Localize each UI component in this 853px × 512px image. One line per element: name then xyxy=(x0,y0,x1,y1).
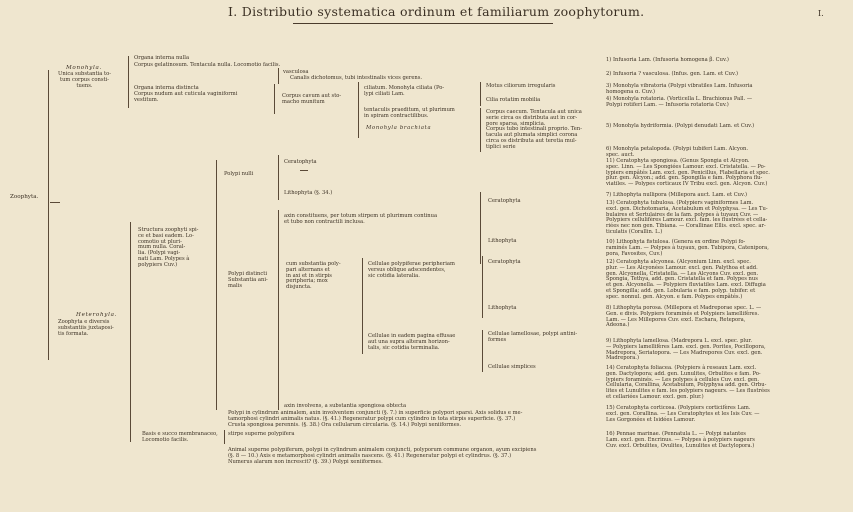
stirpe-superne: stirpe superne polypifera xyxy=(228,431,295,437)
cellulae-b-brace xyxy=(482,330,483,372)
cellulae-a: Cellulae polypiferae peripheriam versus oblique adscendentes, sic cotidia lateralia. xyxy=(368,261,455,279)
cellulae-simplices: Cellulae simplices xyxy=(488,364,536,370)
heterohyla-brace xyxy=(130,222,131,442)
connector-line xyxy=(50,202,60,203)
motus-label: Motus ciliorum irregularis xyxy=(486,83,556,89)
structura-label: Structura zoophyti spi- ce et basi eadem. Lo- comotio ut pluri- mum nulla. Coral- lia. (Polypi vagi- nati Lam. Polypes à polypiers Cuv.) xyxy=(138,227,199,268)
page-number: I. xyxy=(818,9,824,18)
page-title: I. Distributio systematica ordinum et familiarum zoophytorum. xyxy=(228,4,645,19)
cellulae-b: Cellulae in eadem pagina effusae aut una supra alteram horizon- talis, sic cotidia terminalia. xyxy=(368,333,456,351)
list-item: 5) Monohyla hydriformia. (Polypi denudati Lam. et Cuv.) xyxy=(606,123,755,129)
zoophyta-brace xyxy=(48,70,49,360)
organa-distincta: Organa interna distincta Corpus nudum aut cuticula vaginiformi vestitum. xyxy=(134,85,238,103)
lithophyta-b: Lithophyta xyxy=(488,238,517,244)
ceratophyta-a: Ceratophyta xyxy=(284,159,317,165)
heterohyla-desc: Zoophyta e diversis substantiis juxtaposi- tis formata. xyxy=(58,319,114,337)
list-item: 3) Monohyla vibratoria (Polypi vibratiles Lam. Infusoria homogena α. Cuv.) xyxy=(606,83,753,95)
list-item: 4) Monohyla rotatoria. (Vorticella L. Brachionus Pall. — Polypi rotiferi Lam. — Infusoria rotatoria Cuv.) xyxy=(606,96,753,108)
list-item: 8) Lithophyta porosa. (Millepora et Madreporae spec. L. — Gen. e divis. Polypiers foraminés et Polypiers lamellifères. Lam. — Les Millepores Cuv. excl. Eschara, Retepora, Adeona.) xyxy=(606,305,762,329)
distincti-brace xyxy=(278,210,279,410)
lithophyta-c: Lithophyta xyxy=(488,305,517,311)
list-item: 9) Lithophyta lamellosa. (Madrepora L. excl. spec. plur. — Polypiers lamellifères Lam. excl. gen. Porites, Pocillopora, Madrepora, Seriatopora. — Les Madrepores Cuv. excl. gen. Madrepora.) xyxy=(606,338,766,362)
cellulae-a-brace xyxy=(482,256,483,318)
corpus-caecum: Corpus caecum. Tentacula aut unica serie circa os distributa aut in cor- pore sparsa, simplicia. Corpus tubo intestinali proprio. Ten- tacula aut plumata simplici corona circa os distributa aut teretia mul- tiplici serie xyxy=(486,109,582,150)
constituens-brace xyxy=(480,192,481,264)
heterohyla-name: Heterohyla. xyxy=(76,312,118,318)
basis-e-succo: Basis e succo membranaceo, Locomotio facilis. xyxy=(142,431,218,443)
connector-line xyxy=(300,170,308,171)
basis-brace xyxy=(224,430,225,444)
ceratophyta-b: Ceratophyta xyxy=(488,198,521,204)
canalis-label: Canalis dichotomus, tubi intestinalis vices gerens. xyxy=(290,75,423,81)
structura-brace xyxy=(216,160,217,410)
cellulae-lamellosae: Cellulae lamellosae, polypi antini- formes xyxy=(488,331,578,343)
ciliata-brace xyxy=(480,82,481,106)
brachiata-brace xyxy=(480,108,481,152)
organa-nulla: Organa interna nulla xyxy=(134,55,190,61)
brachiata-desc: tentaculis praeditum, ut plurimum in spiram contractilibus. xyxy=(364,107,455,119)
cilia-label: Cilia rotatim mobilia xyxy=(486,97,541,103)
organa-brace xyxy=(278,68,279,84)
substantia-brace xyxy=(362,258,363,354)
ceratophyta-c: Ceratophyta xyxy=(488,259,521,265)
lithophyta-a: Lithophyta (§. 34.) xyxy=(284,190,333,196)
nulli-brace xyxy=(278,155,279,200)
monohyla-desc: Unica substantia to- tum corpus consti- tuens. xyxy=(58,71,111,89)
axin-involvens: axin involvens, a substantia spongiosa obtecta xyxy=(284,403,407,409)
list-item: 1) Infusoria Lam. (Infusoria homogena β. Cuv.) xyxy=(606,57,729,63)
monohyla-brace xyxy=(128,56,129,108)
list-item: 15) Ceratophyta corticosa. (Polypiers corticifères Lam. excl. gen. Corallina. — Les Ceratophytes et les Isis Cuv. — Les Gorgonées et Isidées Lamour. xyxy=(606,405,760,423)
axin-constituens: axin constituens, per totum stirpem ut plurimum continua et tubo non contractili inclusa. xyxy=(284,213,438,225)
distincta-brace xyxy=(274,84,275,114)
corpus-cavum: Corpus cavum aut sto- macho munitum xyxy=(282,93,342,105)
list-item: 10) Lithophyta fistulosa. (Genera ex ordine Polypi fo- raminés Lam. — Polypes à tuyaux, gen. Tubipora, Catenipora, pora, Favosites, Cuv.) xyxy=(606,239,769,257)
cavum-brace xyxy=(358,82,359,138)
polypi-distincti: Polypi distincti Substantia ani- malis xyxy=(228,271,268,289)
ciliata-label: ciliatum. Monohyla ciliata (Po- lypi ciliati Lam. xyxy=(364,85,445,97)
list-item: 14) Ceratophyta foliacea. (Polypiers à reseaux Lam. excl. gen. Dactylopora; add. gen. Lunulites, Orbulites e fam. Po- lypiers foraminés. — Les polypes à cellules Cuv. excl. gen. Cellularia, Corallina, Acetabulum, Polyphysa add. gen. Orbu- lites et Lunulites e fam. les polypiers nageurs. — Les flustrées et cellariées Lamour. excl. gen. plur.) xyxy=(606,365,770,401)
polypi-cylindrum: Polypi in cylindrum animalem, axin involventem conjuncti (§. 7.) in superficie polypori sparsi. Axis solidus e me- tamorphosi cylindri animalis natus. (§. 41.) Regeneratur polypi cum cylindro in tota stirpis superficie. (§. 37.) Crusta spongiosa perennis. (§. 38.) Ora cellularum circularia. (§. 14.) Polypi xeniiformes. xyxy=(228,410,523,428)
list-item: 6) Monohyla petalopoda. (Polypi tubiferi Lam. Alcyon. spec. auct. xyxy=(606,146,748,158)
list-item: 11) Ceratophyta spongiosa. (Genus Spongia et Alcyon. spec. Linn. — Les Spongiées Lamour. excl. Cristatella. — Po- lypiers empâtés Lam. excl. gen. Penicillus, Flabellaria et spec. plur. gen. Alcyon.; add. gen. Spongilla e fam. Polyphora flu- viatiles. — Polypes corticaux IV Tribu excl. gen. Alcyon. Cuv.) xyxy=(606,158,770,188)
zoophyta-label: Zoophyta. xyxy=(10,194,39,200)
brachiata-label: Monohyla brachiata xyxy=(366,125,432,131)
animal-superne: Animal superne polypiferum, polypi in cylindrum animalem conjuncti, polyporum commune organon, ayum excipiens (§. 8 — 10.) Axis e metamorphosi cylindri animalis nascens. (§. 41.) Regeneratur polypi et cylindrus. (§. 37.) Numerus alarum non increscit? (§. 39.) Polypi xeniiformes. xyxy=(228,447,537,465)
vasculosa-label: vasculosa xyxy=(283,69,309,75)
monohyla-name: Monohyla. xyxy=(66,65,103,71)
list-item: 16) Pennae marinae. (Pennatula L. — Polypi natantes Lam. excl. gen. Encrinus. — Polypes à polypiers nageurs Cuv. excl. Orbulites, Ovulites, Lunulites et Dactylopora.) xyxy=(606,431,755,449)
polypi-nulli: Polypi nulli xyxy=(224,171,254,177)
cum-substantia: cum substantia poly- pari alternans et in axi et in stirpis peripheria; mox disjuncta. xyxy=(286,261,341,291)
title-rule xyxy=(293,23,553,24)
corpus-gelatinosum: Corpus gelatinosum. Tentacula nulla. Locomotio facilis. xyxy=(134,62,281,68)
list-item: 12) Ceratophyta alcyonea. (Alcyonium Linn. excl. spec. plur. — Les Alcyonées Lamour. excl. gen. Palythoa et add. gen. Alcyonella, Cristatella. — Les Alcyons Cuv. excl. gen. Spongia, Tethya, add. gen. Cristatella et fam. Polypes nus et gen. Alcyonella. — Polypiers fluviatiles Lam. excl. Diffugia et Spongilla; add. gen. Lobularia e fam. polyp. tubifer. et spec. nonnul. gen. Alcyon. e fam. Polypes empâtés.) xyxy=(606,259,766,300)
list-item: 7) Lithophyta nullipora (Millepora auct. Lam. et Cuv.) xyxy=(606,192,747,198)
list-item: 13) Ceratophyta tubulosa. (Polypiers vaginiformes Lam. excl. gen. Dichotomaria, Acetabulum et Polyphysa. — Les Tu- bulaires et Sertulaires de la fam. polypes à tuyaux Cuv. — Polypiers cellulifères Lamour. excl. fam. les flustrées et cella- riées nec non gen. Tibiana. — Corallinae Ellis. excl. spec. ar- ticulatis (Corallin. L.) xyxy=(606,200,768,236)
list-item: 2) Infusoria ? vasculosa. (Infus. gen. Lam. et Cuv.) xyxy=(606,71,739,77)
